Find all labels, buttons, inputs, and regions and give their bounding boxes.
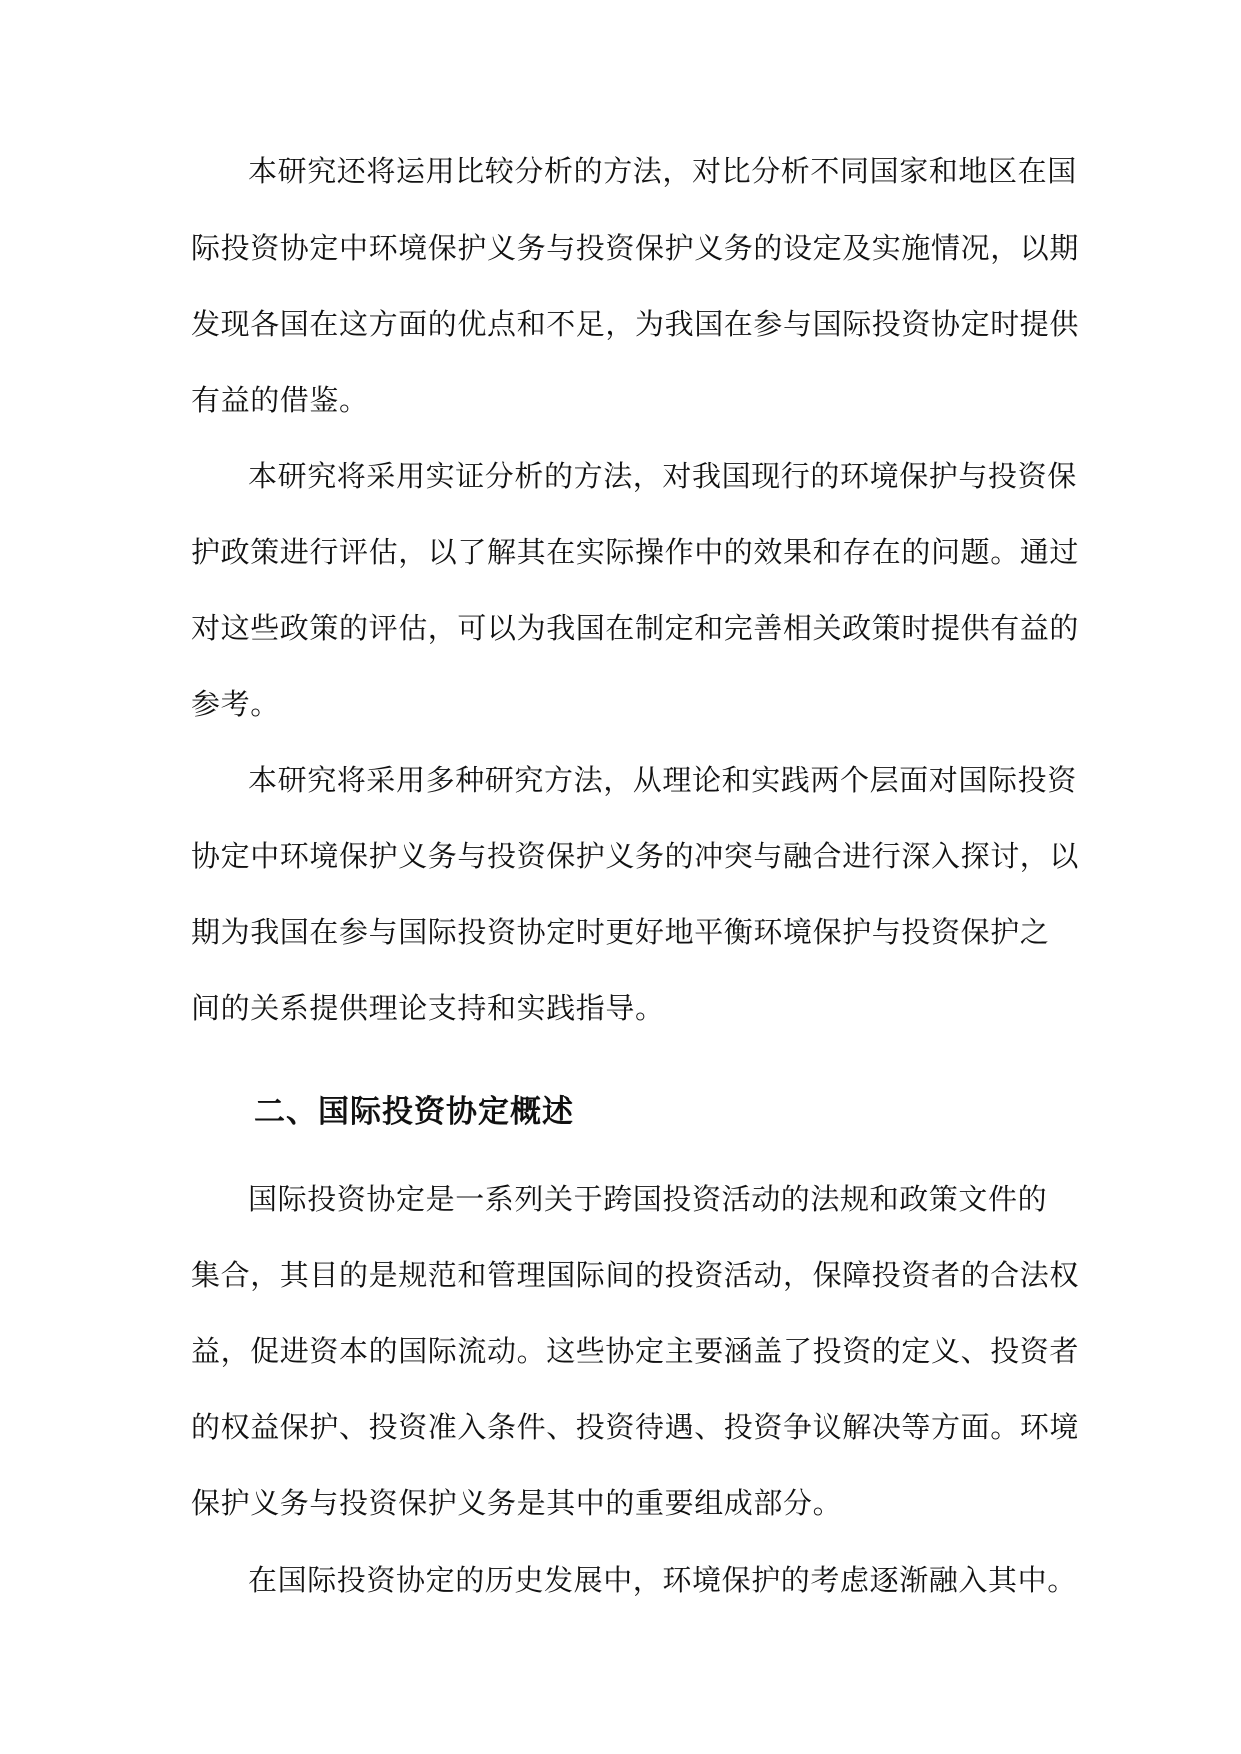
- paragraph-2-line-2: 护政策进行评估，以了解其在实际操作中的效果和存在的问题。通过: [191, 535, 1080, 569]
- paragraph-3-line-2: 协定中环境保护义务与投资保护义务的冲突与融合进行深入探讨，以: [191, 839, 1080, 873]
- paragraph-2-line-1: 本研究将采用实证分析的方法，对我国现行的环境保护与投资保: [248, 459, 1077, 493]
- section-paragraph-1-line-4: 的权益保护、投资准入条件、投资待遇、投资争议解决等方面。环境: [191, 1410, 1080, 1444]
- section-paragraph-2-line-1: 在国际投资协定的历史发展中，环境保护的考虑逐渐融入其中。: [248, 1563, 1077, 1597]
- paragraph-2-line-4: 参考。: [191, 687, 280, 721]
- section-paragraph-1-line-5: 保护义务与投资保护义务是其中的重要组成部分。: [191, 1486, 843, 1520]
- section-paragraph-1-line-1: 国际投资协定是一系列关于跨国投资活动的法规和政策文件的: [248, 1182, 1048, 1216]
- section-paragraph-1-line-3: 益，促进资本的国际流动。这些协定主要涵盖了投资的定义、投资者: [191, 1334, 1080, 1368]
- paragraph-3-line-4: 间的关系提供理论支持和实践指导。: [191, 991, 665, 1025]
- paragraph-1-line-1: 本研究还将运用比较分析的方法，对比分析不同国家和地区在国: [248, 154, 1077, 188]
- section-paragraph-1-line-2: 集合，其目的是规范和管理国际间的投资活动，保障投资者的合法权: [191, 1258, 1080, 1292]
- paragraph-3-line-1: 本研究将采用多种研究方法，从理论和实践两个层面对国际投资: [248, 763, 1077, 797]
- section-heading: 二、国际投资协定概述: [254, 1094, 574, 1130]
- paragraph-2-line-3: 对这些政策的评估，可以为我国在制定和完善相关政策时提供有益的: [191, 611, 1080, 645]
- paragraph-1-line-3: 发现各国在这方面的优点和不足，为我国在参与国际投资协定时提供: [191, 307, 1080, 341]
- paragraph-1-line-4: 有益的借鉴。: [191, 383, 369, 417]
- paragraph-3-line-3: 期为我国在参与国际投资协定时更好地平衡环境保护与投资保护之: [191, 915, 1050, 949]
- paragraph-1-line-2: 际投资协定中环境保护义务与投资保护义务的设定及实施情况，以期: [191, 231, 1080, 265]
